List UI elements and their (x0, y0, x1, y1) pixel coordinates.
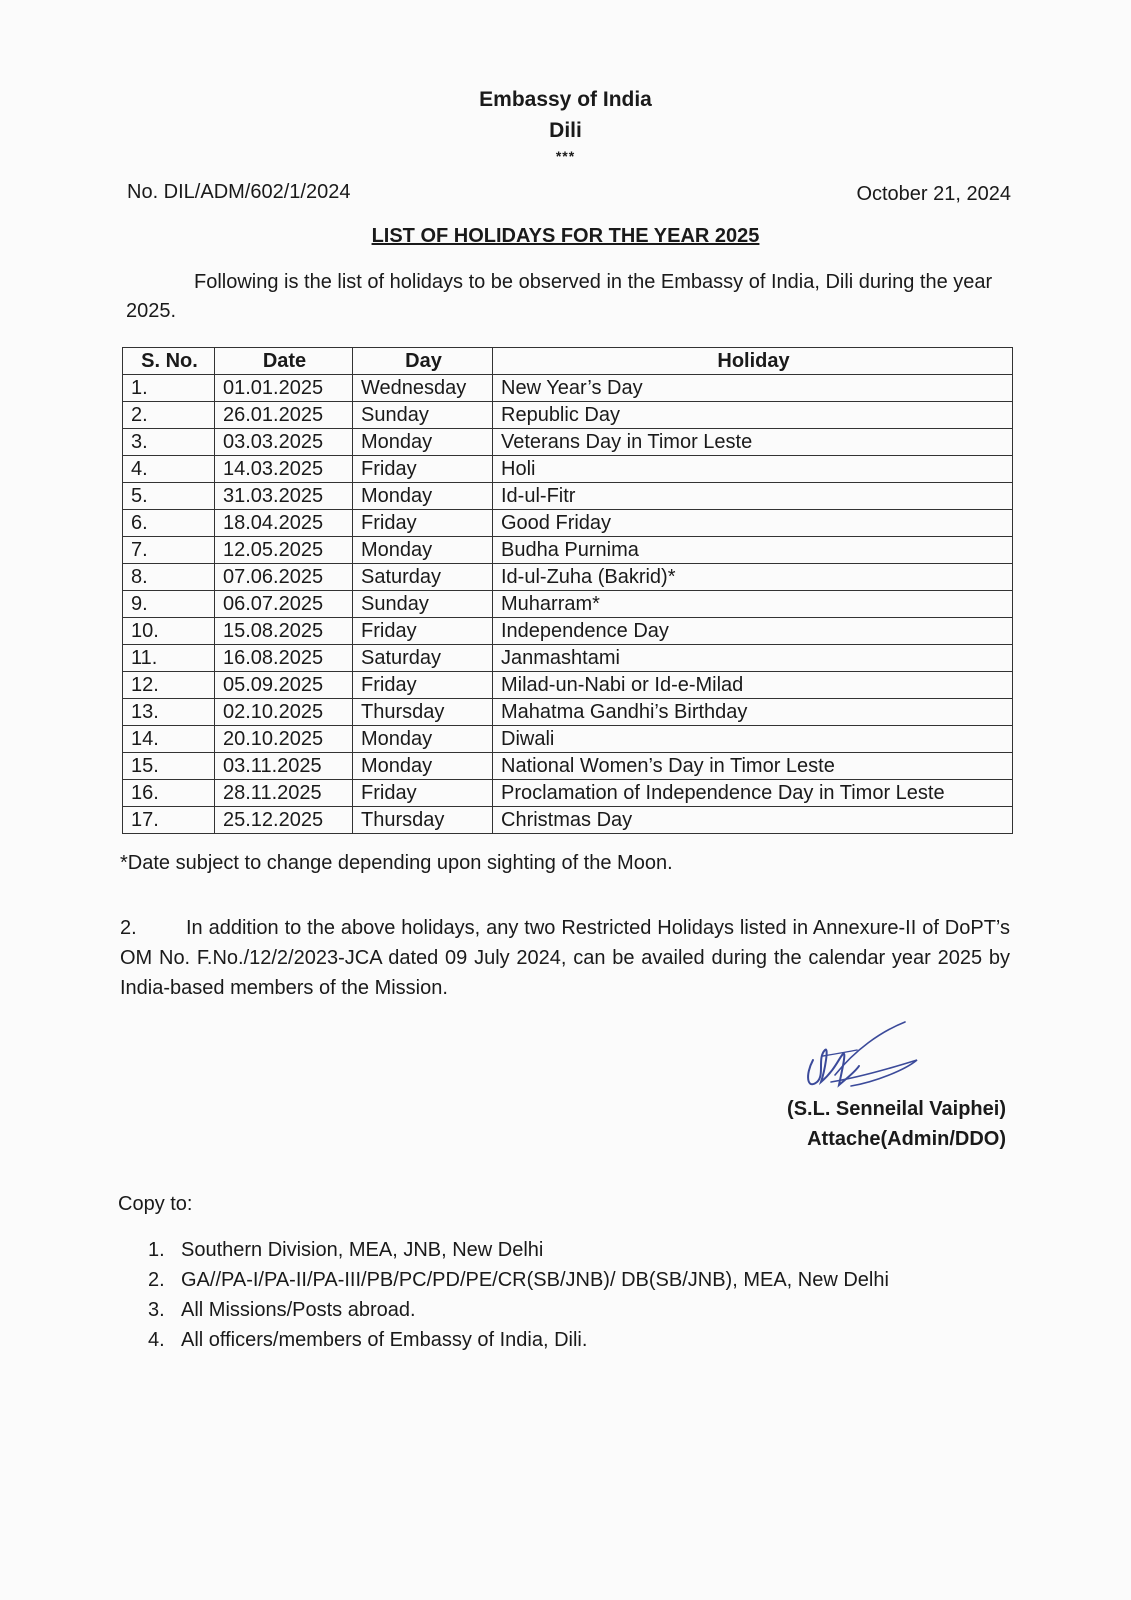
cell-day: Saturday (353, 564, 493, 591)
cell-date: 15.08.2025 (215, 618, 353, 645)
cell-sno: 13. (123, 699, 215, 726)
cell-date: 12.05.2025 (215, 537, 353, 564)
cell-holiday: Muharram* (493, 591, 1013, 618)
table-row (123, 672, 1013, 699)
cell-date: 06.07.2025 (215, 591, 353, 618)
list-item (148, 1325, 889, 1355)
cell-day: Monday (353, 537, 493, 564)
list-item-number: 4. (148, 1329, 165, 1351)
cell-holiday: Mahatma Gandhi’s Birthday (493, 699, 1013, 726)
cell-day: Sunday (353, 591, 493, 618)
cell-holiday: Id-ul-Fitr (493, 483, 1013, 510)
table-row (123, 402, 1013, 429)
list-item (148, 1265, 889, 1295)
cell-sno: 7. (123, 537, 215, 564)
signature-image (795, 1020, 925, 1100)
cell-day: Friday (353, 456, 493, 483)
cell-date: 07.06.2025 (215, 564, 353, 591)
cell-day: Friday (353, 510, 493, 537)
cell-holiday: Budha Purnima (493, 537, 1013, 564)
cell-holiday: Republic Day (493, 402, 1013, 429)
cell-day: Thursday (353, 699, 493, 726)
document-title: LIST OF HOLIDAYS FOR THE YEAR 2025 (371, 225, 760, 247)
cell-day: Friday (353, 672, 493, 699)
cell-holiday: Veterans Day in Timor Leste (493, 429, 1013, 456)
cell-day: Wednesday (353, 375, 493, 402)
table-row (123, 591, 1013, 618)
cell-date: 28.11.2025 (215, 780, 353, 807)
cell-date: 25.12.2025 (215, 807, 353, 834)
cell-sno: 5. (123, 483, 215, 510)
list-item-text: All officers/members of Embassy of India, Dili. (181, 1329, 588, 1351)
cell-day: Monday (353, 726, 493, 753)
table-row (123, 780, 1013, 807)
copy-to-list (148, 1235, 889, 1355)
organization-name: Embassy of India (479, 88, 652, 111)
cell-holiday: National Women’s Day in Timor Leste (493, 753, 1013, 780)
cell-sno: 1. (123, 375, 215, 402)
table-row (123, 618, 1013, 645)
cell-sno: 2. (123, 402, 215, 429)
cell-sno: 8. (123, 564, 215, 591)
cell-date: 16.08.2025 (215, 645, 353, 672)
cell-holiday: New Year’s Day (493, 375, 1013, 402)
table-row (123, 375, 1013, 402)
list-item-text: GA//PA-I/PA-II/PA-III/PB/PC/PD/PE/CR(SB/JNB)/ DB(SB/JNB), MEA, New Delhi (181, 1269, 889, 1291)
paragraph-number: 2. (120, 917, 137, 939)
header-holiday: Holiday (493, 348, 1013, 375)
table-row (123, 456, 1013, 483)
cell-sno: 6. (123, 510, 215, 537)
cell-holiday: Janmashtami (493, 645, 1013, 672)
cell-date: 05.09.2025 (215, 672, 353, 699)
cell-sno: 10. (123, 618, 215, 645)
header-date: Date (215, 348, 353, 375)
list-item-text: Southern Division, MEA, JNB, New Delhi (181, 1239, 544, 1261)
cell-sno: 11. (123, 645, 215, 672)
document-date: October 21, 2024 (856, 183, 1011, 205)
table-row (123, 807, 1013, 834)
table-row (123, 564, 1013, 591)
cell-holiday: Milad-un-Nabi or Id-e-Milad (493, 672, 1013, 699)
cell-day: Sunday (353, 402, 493, 429)
cell-sno: 14. (123, 726, 215, 753)
cell-date: 20.10.2025 (215, 726, 353, 753)
cell-date: 03.03.2025 (215, 429, 353, 456)
cell-day: Thursday (353, 807, 493, 834)
city-name: Dili (549, 119, 582, 142)
list-item-number: 1. (148, 1239, 165, 1261)
cell-holiday: Diwali (493, 726, 1013, 753)
cell-sno: 3. (123, 429, 215, 456)
table-row (123, 510, 1013, 537)
header-day: Day (353, 348, 493, 375)
cell-holiday: Id-ul-Zuha (Bakrid)* (493, 564, 1013, 591)
cell-sno: 4. (123, 456, 215, 483)
intro-paragraph: Following is the list of holidays to be observed in the Embassy of India, Dili during the year 2025. (126, 271, 993, 322)
cell-date: 26.01.2025 (215, 402, 353, 429)
cell-date: 14.03.2025 (215, 456, 353, 483)
cell-day: Saturday (353, 645, 493, 672)
cell-day: Friday (353, 618, 493, 645)
holiday-table (122, 347, 1013, 834)
table-row (123, 537, 1013, 564)
list-item-text: All Missions/Posts abroad. (181, 1299, 416, 1321)
cell-date: 18.04.2025 (215, 510, 353, 537)
cell-holiday: Good Friday (493, 510, 1013, 537)
cell-day: Monday (353, 753, 493, 780)
paragraph-text: In addition to the above holidays, any two Restricted Holidays listed in Annexure-II of DoPT’s OM No. F.No./12/2/2023-JCA dated 09 July 2024, can be availed during the calendar year 2025 by India-based members of the Mission. (120, 917, 1010, 999)
copy-to-label: Copy to: (118, 1193, 193, 1215)
list-item-number: 3. (148, 1299, 165, 1321)
cell-date: 02.10.2025 (215, 699, 353, 726)
signatory-block (787, 1094, 1006, 1154)
list-item (148, 1235, 889, 1265)
table-row (123, 726, 1013, 753)
cell-day: Friday (353, 780, 493, 807)
list-item-number: 2. (148, 1269, 165, 1291)
table-row (123, 429, 1013, 456)
paragraph-2 (120, 913, 1010, 1003)
signatory-designation: Attache(Admin/DDO) (807, 1128, 1006, 1150)
cell-day: Monday (353, 429, 493, 456)
cell-date: 03.11.2025 (215, 753, 353, 780)
table-row (123, 483, 1013, 510)
cell-sno: 16. (123, 780, 215, 807)
cell-day: Monday (353, 483, 493, 510)
cell-sno: 17. (123, 807, 215, 834)
header-sno: S. No. (123, 348, 215, 375)
table-row (123, 645, 1013, 672)
cell-sno: 12. (123, 672, 215, 699)
table-row (123, 699, 1013, 726)
cell-date: 31.03.2025 (215, 483, 353, 510)
cell-holiday: Proclamation of Independence Day in Timor Leste (493, 780, 1013, 807)
cell-holiday: Independence Day (493, 618, 1013, 645)
list-item (148, 1295, 889, 1325)
reference-number: No. DIL/ADM/602/1/2024 (127, 181, 351, 203)
table-header-row (123, 348, 1013, 375)
header-separator: *** (555, 148, 576, 164)
cell-date: 01.01.2025 (215, 375, 353, 402)
table-row (123, 753, 1013, 780)
cell-holiday: Christmas Day (493, 807, 1013, 834)
footnote: *Date subject to change depending upon sighting of the Moon. (120, 852, 673, 874)
signatory-name: (S.L. Senneilal Vaiphei) (787, 1098, 1006, 1120)
cell-holiday: Holi (493, 456, 1013, 483)
cell-sno: 15. (123, 753, 215, 780)
cell-sno: 9. (123, 591, 215, 618)
